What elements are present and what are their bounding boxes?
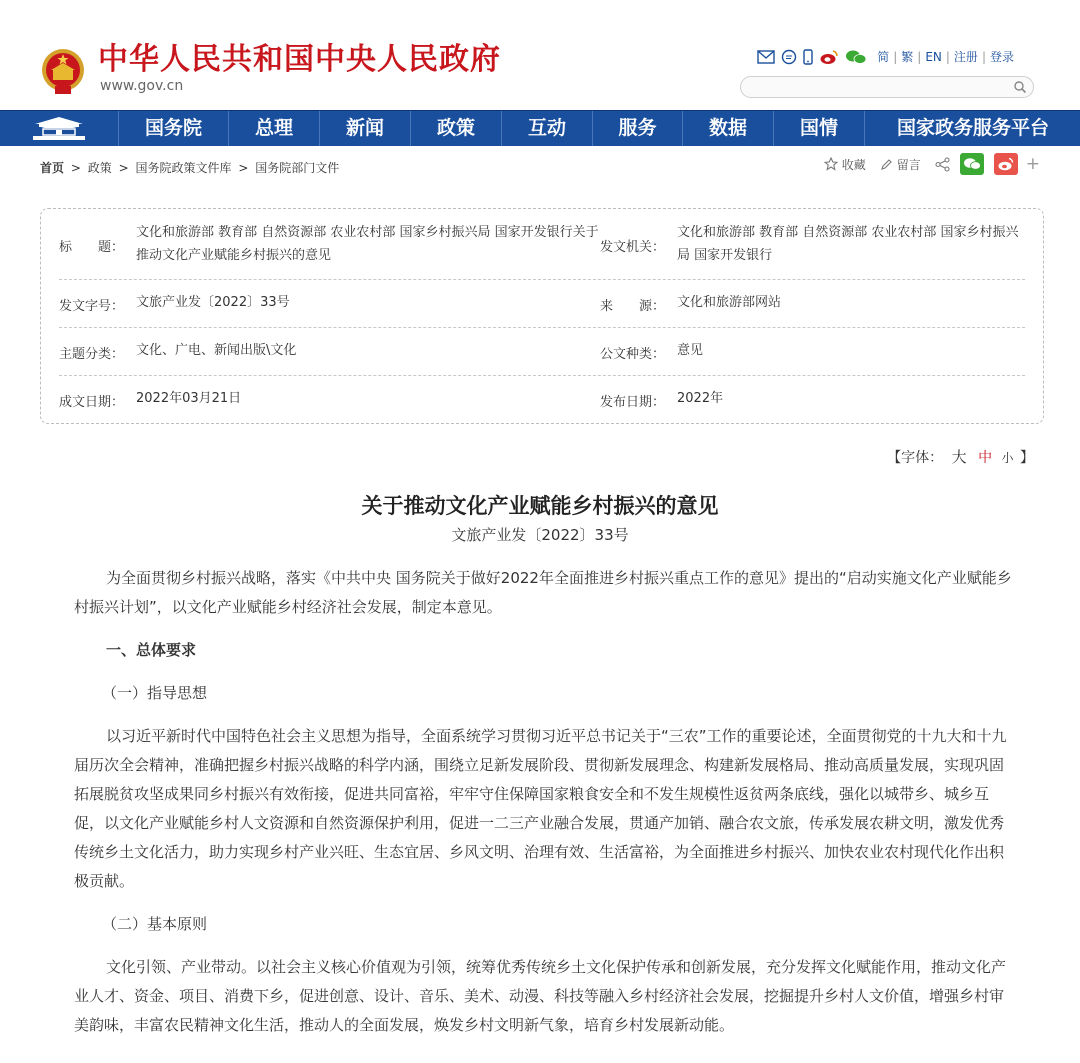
national-emblem-icon[interactable] [40,46,86,96]
weibo-icon[interactable] [819,49,839,65]
simplified-link[interactable]: 简 [877,50,890,64]
share-toolbar [810,153,1040,175]
article-docno: 文旅产业发〔2022〕33号 [451,526,629,544]
traditional-link[interactable]: 繁 [901,50,914,64]
section-heading: 一、总体要求 [106,641,197,659]
nav-item-state-council[interactable]: 国务院 [118,111,228,146]
article-body [74,564,1018,1054]
subsection-heading: （一）指导思想 [102,684,208,702]
issuer-value: 文化和旅游部 教育部 自然资源部 农业农村部 国家乡村振兴局 国家开发银行 [677,225,1019,263]
source-label: 来 源： [600,299,666,314]
font-size-bracket: 】 [1020,450,1034,466]
search-input[interactable] [751,78,1015,98]
info-row-date [59,375,1025,423]
font-size-label: 【字体： [887,450,944,466]
more-share-button[interactable]: + [1025,154,1040,174]
site-name[interactable]: 中华人民共和国中央人民政府 [98,42,501,77]
register-link[interactable]: 注册 [953,50,978,64]
nav-item-interaction[interactable]: 互动 [501,111,592,146]
docno-value: 文旅产业发〔2022〕33号 [136,295,290,310]
breadcrumb [40,159,342,176]
issuer-label: 发文机关： [600,240,666,255]
topic-label: 主题分类： [59,347,125,362]
collect-button[interactable] [824,156,866,173]
breadcrumb-home[interactable]: 首页 [40,161,65,175]
wechat-icon[interactable] [845,49,867,65]
title-value: 文化和旅游部 教育部 自然资源部 农业农村部 国家乡村振兴局 国家开发银行关于推动文化产业赋能乡村振兴的意见 [136,225,599,263]
docno-label: 发文字号： [59,299,125,314]
topic-value: 文化、广电、新闻出版\文化 [136,343,297,358]
search-box [740,76,1034,98]
paragraph: 文化引领、产业带动。以社会主义核心价值观为引领，统筹优秀传统乡土文化保护传承和创新发展，充分发挥文化赋能作用，推动文化产业人才、资金、项目、消费下乡，促进创意、设计、音乐、美术、动漫、科技等融入乡村经济社会发展，挖掘提升乡村人文价值，增强乡村审美韵味，丰富农民精神文化生活，推动人的全面发展，焕发乡村文明新气象，培育乡村发展新动能。 [74,958,1007,1034]
mail-icon[interactable] [757,50,775,64]
chat-icon[interactable] [781,49,797,65]
type-value: 意见 [677,343,704,358]
paragraph: 为全面贯彻乡村振兴战略，落实《中共中央 国务院关于做好2022年全面推进乡村振兴重点工作的意见》提出的“启动实施文化产业赋能乡村振兴计划”，以文化产业赋能乡村经济社会发展，制定本意见。 [74,569,1012,616]
site-url[interactable]: www.gov.cn [100,78,184,94]
type-label: 公文种类： [600,347,666,362]
nav-item-news[interactable]: 新闻 [319,111,410,146]
breadcrumb-separator: > [118,161,129,175]
font-size-switcher [887,446,1034,467]
info-row-title [59,209,1025,280]
title-label: 标 题： [59,240,125,255]
pencil-icon [880,158,893,171]
source-value: 文化和旅游部网站 [677,295,782,310]
home-gate-icon[interactable] [0,111,118,146]
breadcrumb-separator: > [238,161,249,175]
nav-item-premier[interactable]: 总理 [228,111,319,146]
nav-item-national-info[interactable]: 国情 [773,111,864,146]
main-nav [0,110,1080,146]
top-toolbar: 简 | 繁 | EN | 注册 | 登录 [757,48,1018,65]
document-info-table [40,208,1044,424]
breadcrumb-separator: > [70,161,81,175]
info-row-topic [59,327,1025,376]
font-size-large[interactable]: 大 [951,448,967,466]
pubdate-label: 发布日期： [600,395,666,410]
nav-item-policy[interactable]: 政策 [410,111,501,146]
nav-item-gov-service-platform[interactable]: 国家政务服务平台 [864,111,1080,146]
collect-label: 收藏 [841,157,866,172]
login-link[interactable]: 登录 [989,50,1014,64]
share-icon[interactable] [935,157,950,172]
date-label: 成文日期： [59,395,125,410]
english-link[interactable]: EN [925,49,942,64]
mobile-icon[interactable] [803,49,813,65]
pubdate-value: 2022年 [677,391,724,406]
search-icon[interactable] [1013,79,1027,98]
site-header [0,0,1080,110]
font-size-medium[interactable]: 中 [978,450,993,466]
info-row-docno [59,279,1025,328]
weibo-share-icon[interactable] [994,153,1018,175]
article-title: 关于推动文化产业赋能乡村振兴的意见 [361,494,719,518]
wechat-share-icon[interactable] [960,153,984,175]
nav-item-data[interactable]: 数据 [682,111,773,146]
star-icon [824,157,838,171]
date-value: 2022年03月21日 [136,391,242,406]
paragraph: 以习近平新时代中国特色社会主义思想为指导，全面系统学习贯彻习近平总书记关于“三农”工作的重要论述，全面贯彻党的十九大和十九届历次全会精神，准确把握乡村振兴战略的科学内涵，围绕立足新发展阶段、贯彻新发展理念、构建新发展格局、推动高质量发展，实现巩固拓展脱贫攻坚成果同乡村振兴有效衔接，促进共同富裕，牢牢守住保障国家粮食安全和不发生规模性返贫两条底线，强化以城带乡、城乡互促，以文化产业赋能乡村人文资源和自然资源保护利用，促进一二三产业融合发展，贯通产加销、融合农文旅，传承发展农耕文明，激发优秀传统乡土文化活力，助力实现乡村产业兴旺、生态宜居、乡风文明、治理有效、生活富裕，为全面推进乡村振兴、加快农业农村现代化作出积极贡献。 [74,727,1007,890]
breadcrumb-dept-docs[interactable]: 国务院部门文件 [255,161,340,175]
font-size-small[interactable]: 小 [1001,451,1014,465]
comment-label: 留言 [896,157,921,172]
breadcrumb-policy[interactable]: 政策 [87,161,112,175]
subsection-heading: （二）基本原则 [102,915,208,933]
comment-button[interactable] [880,156,921,173]
breadcrumb-policy-library[interactable]: 国务院政策文件库 [135,161,232,175]
nav-item-service[interactable]: 服务 [592,111,682,146]
